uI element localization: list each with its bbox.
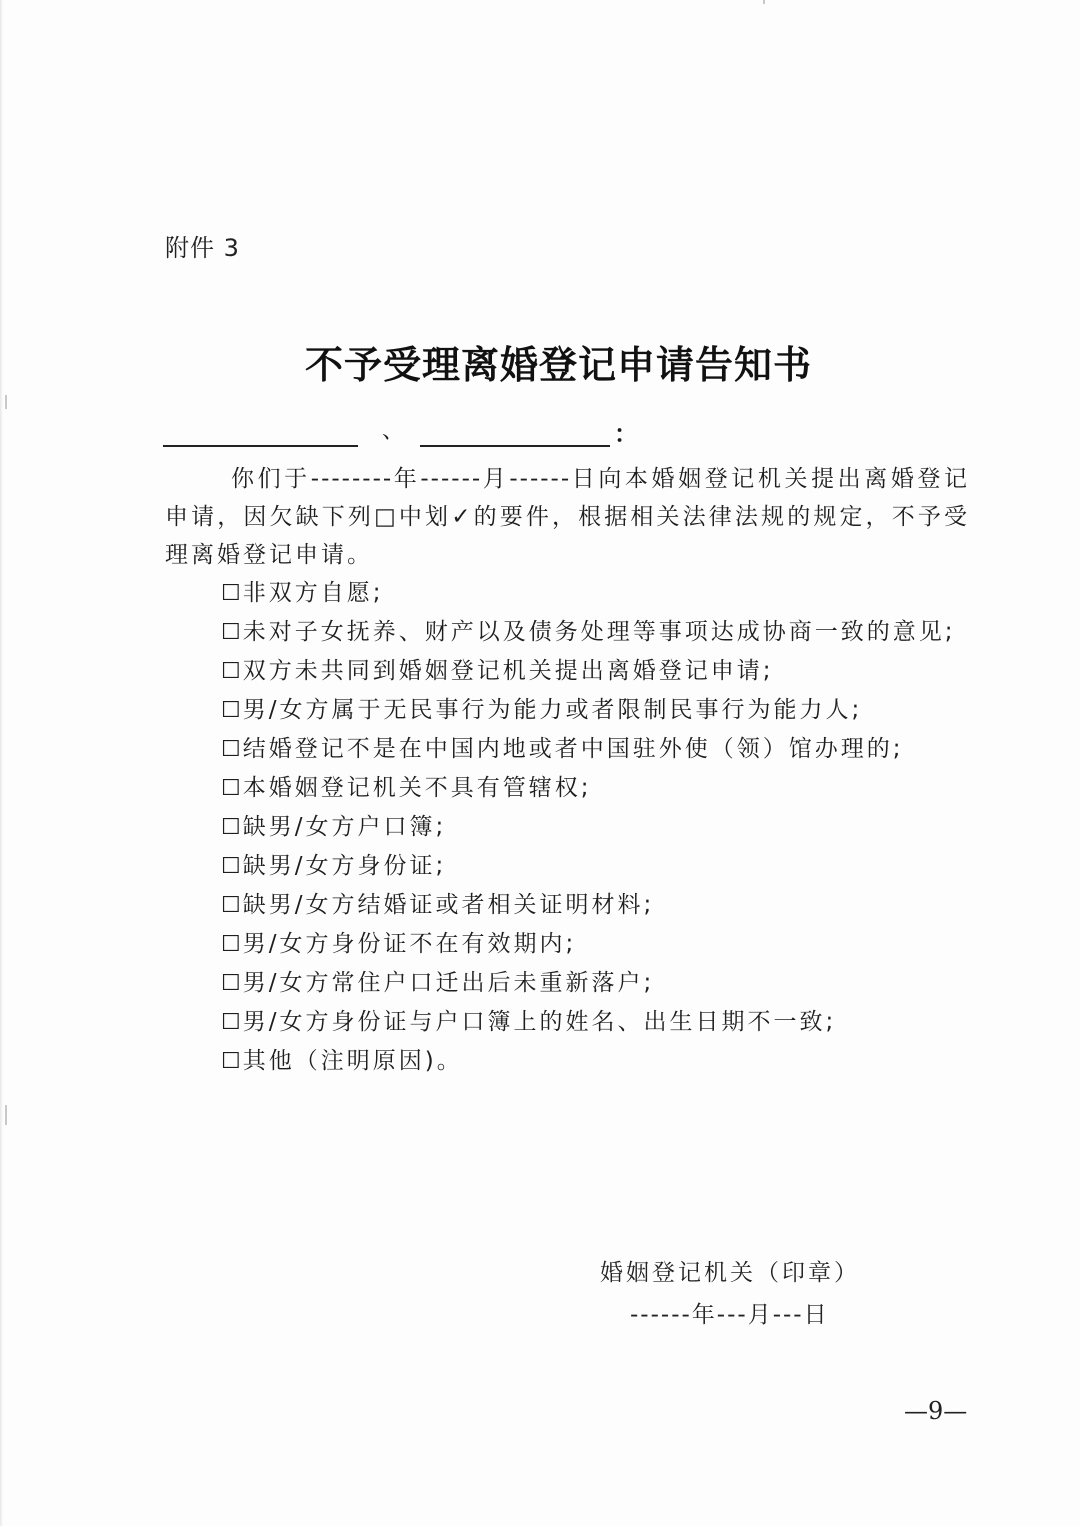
month-label: 月 [482,466,510,492]
reason-text: 结婚登记不是在中国内地或者中国驻外使（领）馆办理的; [242,736,904,762]
reason-item [165,1042,970,1081]
reason-item [165,730,970,769]
reason-item [165,691,970,730]
scan-speck [5,1105,7,1125]
reason-item [165,886,970,925]
checkbox-icon[interactable]: ☐ [221,854,241,879]
checkbox-icon[interactable]: ☐ [221,737,241,762]
sig-month-blank[interactable]: --- [716,1302,748,1328]
scan-speck [763,0,765,4]
addressee-colon: ： [614,420,639,448]
reason-text: 缺男/女方结婚证或者相关证明材料; [242,892,655,918]
year-label: 年 [393,466,421,492]
notice-body [165,460,970,1081]
addressee-blank-2[interactable] [420,445,610,447]
intro-prefix: 你们于 [231,466,311,492]
intro-paragraph [165,460,970,574]
reason-text: 未对子女抚养、财产以及债务处理等事项达成协商一致的意见; [242,619,956,645]
reason-item [165,652,970,691]
attachment-label: 附件 3 [165,234,240,262]
reason-text: 非双方自愿; [242,580,384,606]
reason-text: 男/女方身份证不在有效期内; [242,931,577,957]
reason-text: 男/女方常住户口迁出后未重新落户; [242,970,655,996]
signature-authority: 婚姻登记机关（印章） [600,1260,860,1286]
checkbox-icon[interactable]: ☐ [221,815,241,840]
page-edge [0,0,3,1526]
reason-item [165,925,970,964]
document-title: 不予受理离婚登记申请告知书 [305,342,813,387]
reason-text: 本婚姻登记机关不具有管辖权; [242,775,592,801]
scan-speck [5,395,7,409]
reason-item [165,769,970,808]
day-blank[interactable]: ------ [509,466,572,492]
reason-item [165,1003,970,1042]
checkbox-icon[interactable]: ☐ [221,1010,241,1035]
reason-item [165,808,970,847]
reason-text: 男/女方属于无民事行为能力或者限制民事行为能力人; [242,697,863,723]
intro-rest: 日向本婚姻登记机关提出离婚登记申请，因欠缺下列□中划✓的要件，根据相关法律法规的规定，不予受理离婚登记申请。 [165,466,971,568]
checkbox-icon[interactable]: ☐ [221,581,241,606]
checkbox-icon[interactable]: ☐ [221,698,241,723]
year-blank[interactable]: -------- [310,466,394,492]
signature-date [630,1296,829,1329]
reason-text: 双方未共同到婚姻登记机关提出离婚登记申请; [242,658,774,684]
sig-month-label: 月 [747,1302,773,1328]
checkbox-icon[interactable]: ☐ [221,776,241,801]
reason-item [165,574,970,613]
sig-year-blank[interactable]: ------ [630,1302,692,1328]
addressee-separator: 、 [382,419,405,444]
checkbox-icon[interactable]: ☐ [221,659,241,684]
addressee-line [163,415,638,447]
checkbox-icon[interactable]: ☐ [221,971,241,996]
checkbox-icon[interactable]: ☐ [221,932,241,957]
checkbox-icon[interactable]: ☐ [221,893,241,918]
reason-item [165,847,970,886]
reason-text: 男/女方身份证与户口簿上的姓名、出生日期不一致; [242,1009,837,1035]
reason-text: 缺男/女方身份证; [242,853,447,879]
reason-item [165,613,970,652]
page-number: —9— [904,1397,968,1425]
month-blank[interactable]: ------ [420,466,483,492]
sig-year-label: 年 [691,1302,717,1328]
sig-day-blank[interactable]: --- [772,1302,804,1328]
sig-day-label: 日 [803,1302,829,1328]
reason-text: 其他（注明原因)。 [242,1048,463,1074]
addressee-blank-1[interactable] [163,445,358,447]
checkbox-icon[interactable]: ☐ [221,620,241,645]
reason-item [165,964,970,1003]
reason-text: 缺男/女方户口簿; [242,814,447,840]
checkbox-icon[interactable]: ☐ [221,1049,241,1074]
